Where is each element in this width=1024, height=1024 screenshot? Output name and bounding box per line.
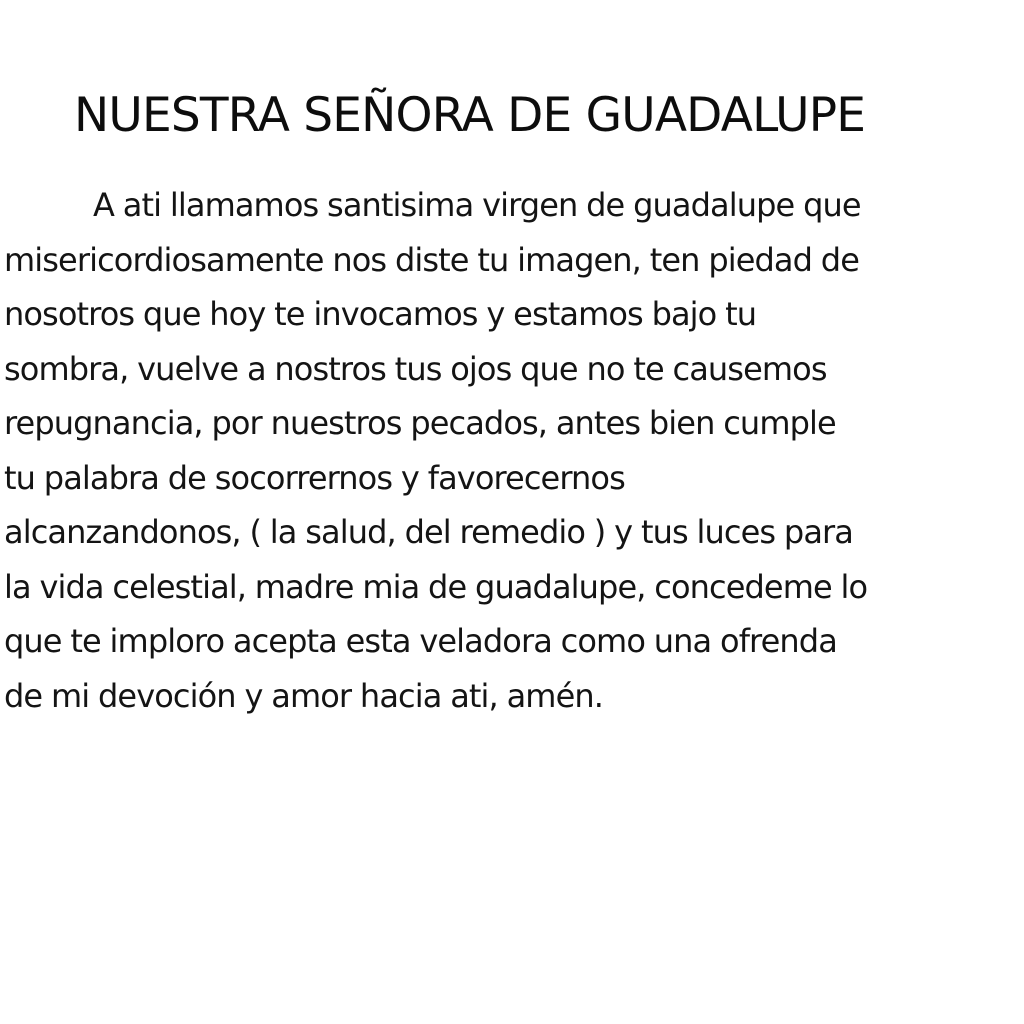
prayer-line: la vida celestial, madre mia de guadalupe, concedeme lo — [4, 567, 868, 606]
prayer-line: de mi devoción y amor hacia ati, amén. — [4, 676, 604, 715]
prayer-line: misericordiosamente nos diste tu imagen, ten piedad de — [4, 240, 860, 279]
prayer-line: sombra, vuelve a nostros tus ojos que no te causemos — [4, 349, 827, 388]
prayer-title: NUESTRA SEÑORA DE GUADALUPE — [74, 88, 866, 143]
prayer-line: alcanzandonos, ( la salud, del remedio ) y tus luces para — [4, 513, 854, 551]
prayer-line: repugnancia, por nuestros pecados, antes bien cumple — [4, 404, 836, 442]
prayer-line: nosotros que hoy te invocamos y estamos bajo tu — [4, 295, 757, 333]
prayer-line: A ati llamamos santisima virgen de guadalupe que — [93, 186, 861, 224]
prayer-line: tu palabra de socorrernos y favorecernos — [4, 458, 625, 497]
prayer-body — [4, 178, 1020, 723]
prayer-line: que te imploro acepta esta veladora como una ofrenda — [4, 622, 837, 660]
